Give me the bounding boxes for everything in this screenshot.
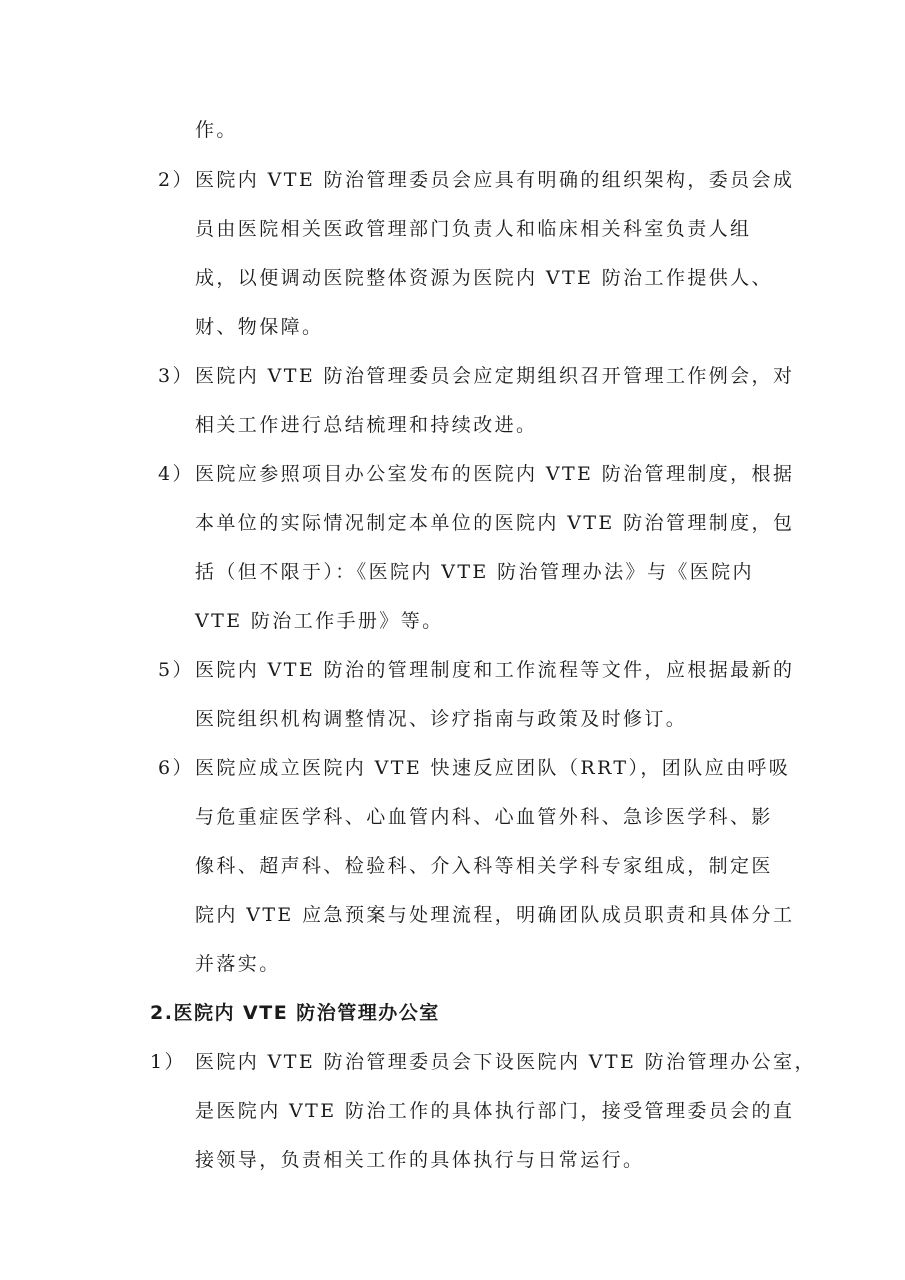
text-line: 本单位的实际情况制定本单位的医院内 VTE 防治管理制度，包 xyxy=(195,512,795,534)
text-line: 并落实。 xyxy=(195,953,281,975)
text-line: 像科、超声科、检验科、介入科等相关学科专家组成，制定医 xyxy=(195,855,773,877)
text-line: 医院内 VTE 防治管理委员会应定期组织召开管理工作例会，对 xyxy=(195,365,795,387)
list-number: 5） xyxy=(158,659,194,681)
text-line: 医院内 VTE 防治的管理制度和工作流程等文件，应根据最新的 xyxy=(195,659,795,681)
text-line: 相关工作进行总结梳理和持续改进。 xyxy=(195,414,538,436)
text-line: 接领导，负责相关工作的具体执行与日常运行。 xyxy=(195,1149,645,1171)
text-line: 医院内 VTE 防治管理委员会应具有明确的组织架构，委员会成 xyxy=(195,169,795,191)
text-line: 作。 xyxy=(195,119,238,141)
text-line: 财、物保障。 xyxy=(195,316,324,338)
list-number: 3） xyxy=(158,365,194,387)
text-line: 医院内 VTE 防治管理委员会下设医院内 VTE 防治管理办公室， xyxy=(195,1051,816,1073)
list-number: 1） xyxy=(150,1051,186,1073)
text-line: 医院组织机构调整情况、诊疗指南与政策及时修订。 xyxy=(195,708,688,730)
text-line: 员由医院相关医政管理部门负责人和临床相关科室负责人组 xyxy=(195,218,752,240)
text-line: 医院应成立医院内 VTE 快速反应团队（RRT），团队应由呼吸 xyxy=(195,757,791,779)
text-line: 括（但不限于）：《医院内 VTE 防治管理办法》与《医院内 xyxy=(195,561,754,583)
text-line: 成，以便调动医院整体资源为医院内 VTE 防治工作提供人、 xyxy=(195,267,773,289)
list-number: 2） xyxy=(158,169,194,191)
text-line: VTE 防治工作手册》等。 xyxy=(195,610,444,632)
text-line: 院内 VTE 应急预案与处理流程，明确团队成员职责和具体分工 xyxy=(195,904,795,926)
list-number: 6） xyxy=(158,757,194,779)
text-line: 与危重症医学科、心血管内科、心血管外科、急诊医学科、影 xyxy=(195,806,773,828)
section-heading: 2.医院内 VTE 防治管理办公室 xyxy=(150,1002,440,1024)
list-number: 4） xyxy=(158,463,194,485)
text-line: 医院应参照项目办公室发布的医院内 VTE 防治管理制度，根据 xyxy=(195,463,795,485)
text-line: 是医院内 VTE 防治工作的具体执行部门，接受管理委员会的直 xyxy=(195,1100,795,1122)
